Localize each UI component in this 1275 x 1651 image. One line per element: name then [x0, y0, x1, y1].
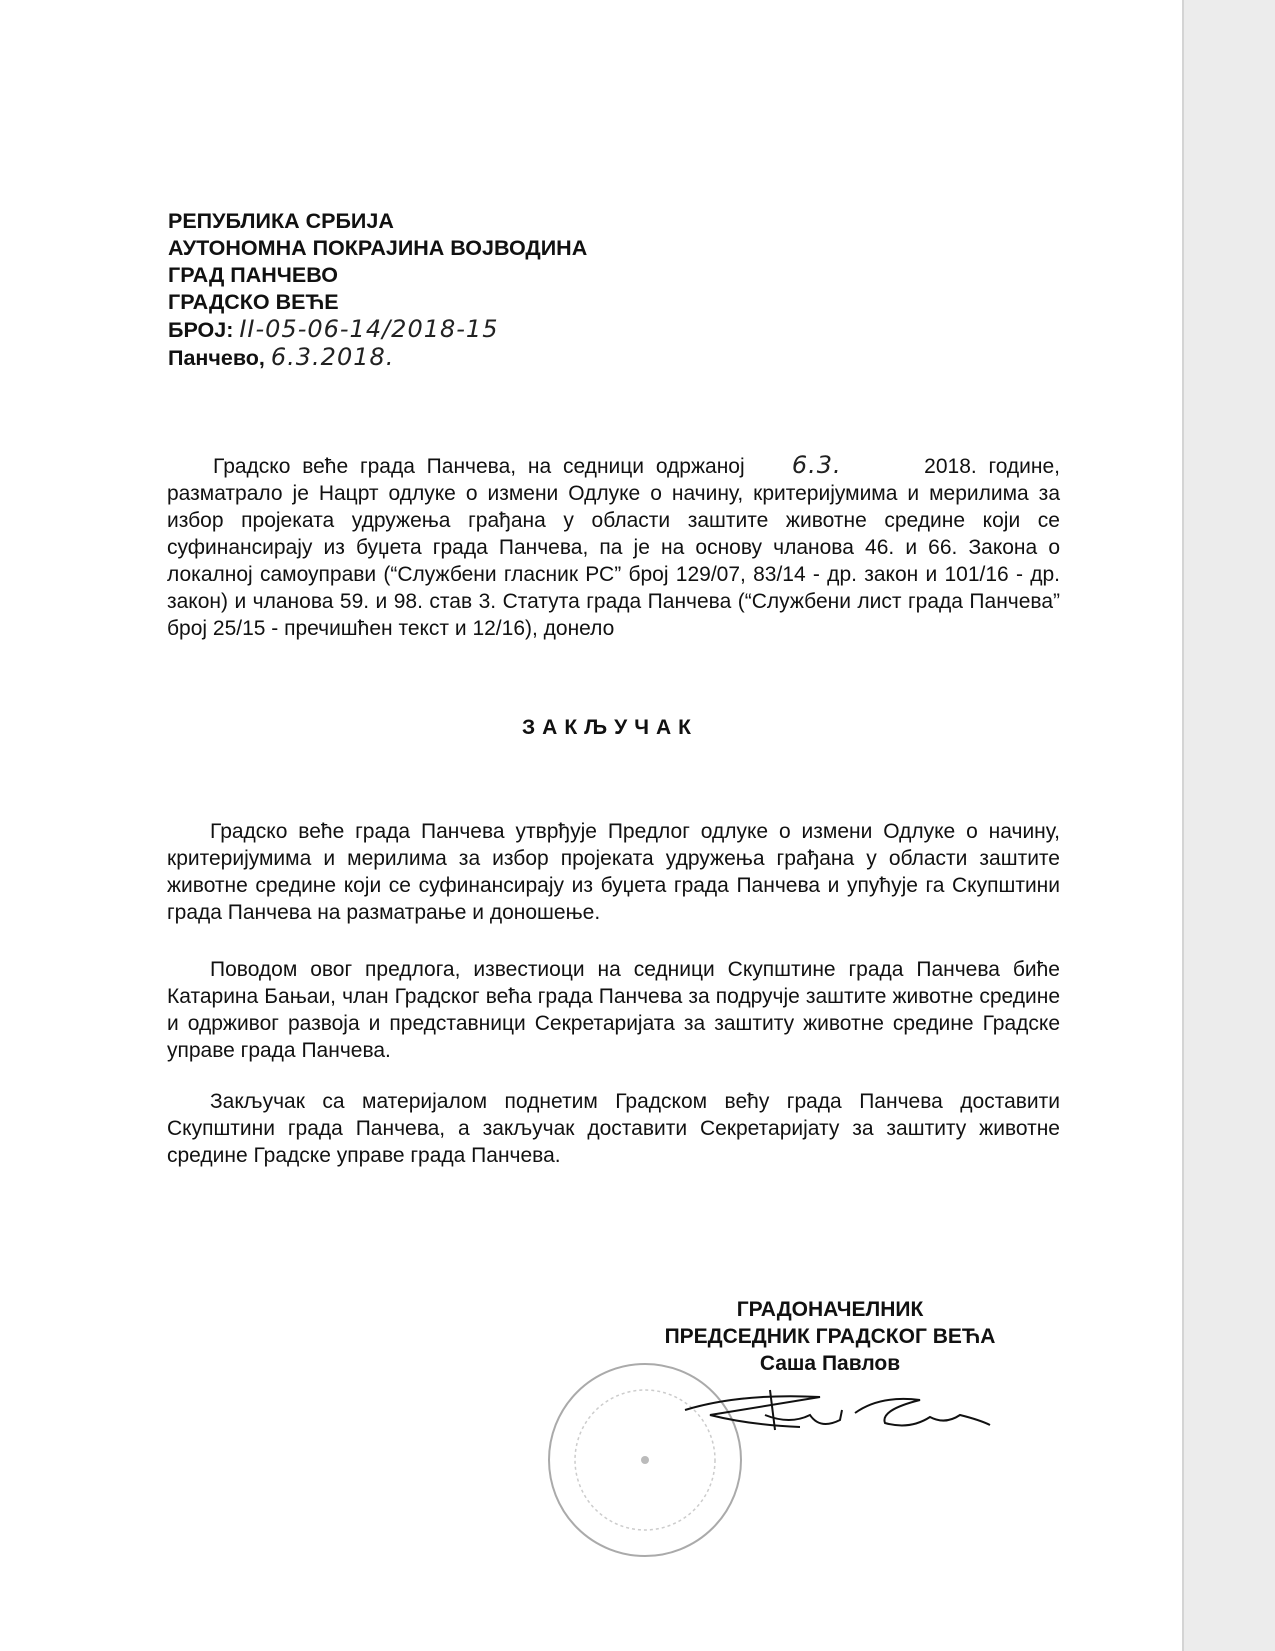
document-place-date: Панчево, 6.3.2018. — [168, 343, 395, 371]
header-line: ГРАДСКО ВЕЋЕ — [168, 290, 339, 314]
scan-edge — [1182, 0, 1275, 1651]
body-paragraph: Закључак са материјалом поднетим Градском већу града Панчева доставити Скупштини града Панчева, а закључак доставити Секретаријату за заштиту животне средине Градске управе града Панчева. — [167, 1090, 1060, 1167]
handwritten-session-date: 6.3. — [791, 451, 842, 479]
signatory-title: ГРАДОНАЧЕЛНИК — [736, 1298, 924, 1321]
document-number: БРОЈ: II-05-06-14/2018-15 — [168, 315, 499, 343]
signatory-name: Саша Павлов — [759, 1352, 901, 1375]
header-line: РЕПУБЛИКА СРБИЈА — [168, 209, 394, 233]
header-line: ГРАД ПАНЧЕВО — [168, 263, 338, 287]
signatory-block — [620, 1296, 1040, 1377]
document-header — [168, 208, 587, 372]
body-paragraph: Градско веће града Панчева утврђује Предлог одлуке о измени Одлуке о начину, критеријумима и мерилима за избор пројеката удружења грађана у области заштите животне средине који се суфинансирају из буџета града Панчева и упућује га Скупштини града Панчева на разматрање и доношење. — [167, 820, 1060, 924]
body-paragraph: Поводом овог предлога, известиоци на седници Скупштине града Панчева биће Катарина Бањаи, члан Градског већа града Панчева за подручје заштите животне средине и одрживог развоја и представници Секретаријата за заштиту животне средине Градске управе града Панчева. — [167, 958, 1060, 1062]
intro-paragraph: Градско веће града Панчева, на седници одржаној 6.3. 2018. године, разматрало је Нацрт одлуке о измени Одлуке о начину, критеријумима и мерилима за избор пројеката удружења грађана у области заштите животне средине који се суфинансирају из буџета града Панчева, па је на основу чланова 46. и 66. Закона о локалној самоуправи (“Службени гласник РС” број 129/07, 83/14 - др. закон и 101/16 - др. закон) и чланова 59. и 98. став 3. Статута града Панчева (“Службени лист града Панчева” број 25/15 - пречишћен текст и 12/16), донело — [167, 451, 1061, 640]
handwritten-number: II-05-06-14/2018-15 — [239, 315, 499, 343]
header-line: АУТОНОМНА ПОКРАЈИНА ВОЈВОДИНА — [168, 236, 588, 260]
signatory-title: ПРЕДСЕДНИК ГРАДСКОГ ВЕЋА — [664, 1325, 996, 1348]
document-title: ЗАКЉУЧАК — [522, 716, 698, 739]
handwritten-date: 6.3.2018. — [270, 343, 395, 371]
handwritten-signature — [680, 1385, 1000, 1435]
